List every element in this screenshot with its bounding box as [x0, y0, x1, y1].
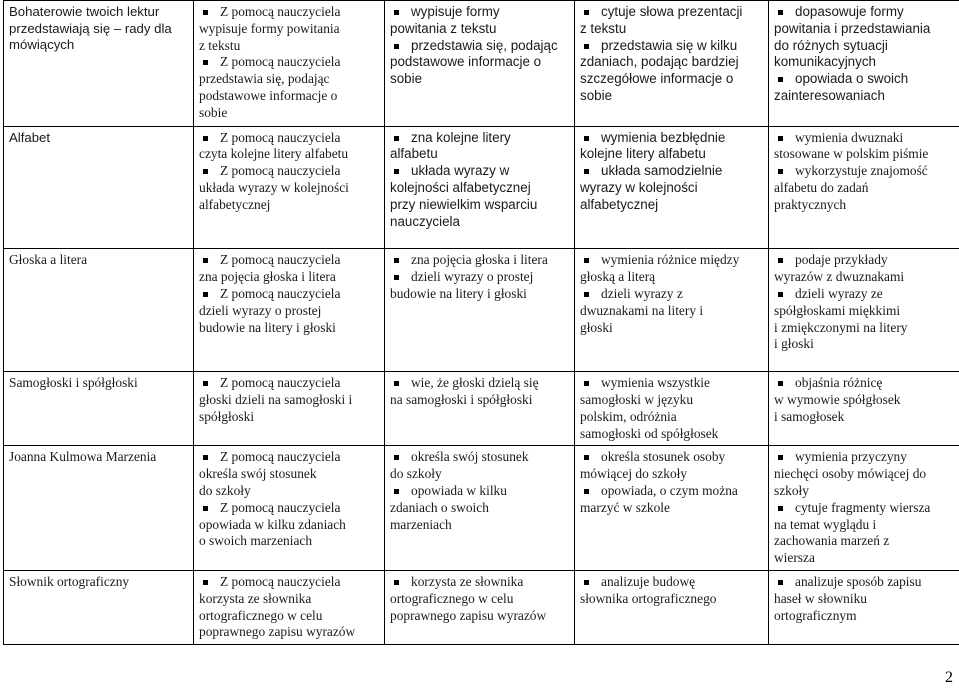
requirement-cell	[194, 570, 385, 644]
bullet-continuation: szkoły	[774, 482, 809, 498]
bullet-continuation: niechęci osoby mówiącej do	[774, 466, 927, 482]
bullet-item: Z pomocą nauczyciela	[199, 449, 379, 466]
bullet-continuation: powitania i przedstawiania	[774, 20, 931, 36]
bullet-item: Z pomocą nauczyciela	[199, 286, 379, 303]
bullet-continuation: mówiącej do szkoły	[580, 466, 688, 482]
bullet-continuation: poprawnego zapisu wyrazów	[199, 624, 356, 640]
bullet-continuation: kolejności alfabetycznej	[390, 179, 531, 195]
bullet-continuation: alfabetycznej	[580, 196, 659, 212]
requirement-cell	[575, 372, 769, 446]
bullet-continuation: zna pojęcia głoska i litera	[199, 269, 336, 285]
bullet-item: przedstawia się, podając	[390, 38, 569, 55]
bullet-item: zna pojęcia głoska i litera	[390, 252, 569, 269]
requirement-cell	[769, 1, 959, 127]
bullet-item: układa samodzielnie	[580, 163, 763, 180]
topic-cell: Alfabet	[4, 126, 194, 249]
bullet-continuation: głoską a literą	[580, 269, 656, 285]
bullet-item: wymienia dwuznaki	[774, 130, 959, 147]
bullet-continuation: powitania z tekstu	[390, 20, 497, 36]
bullet-item: dzieli wyrazy ze	[774, 286, 959, 303]
bullet-item: dzieli wyrazy o prostej	[390, 269, 569, 286]
bullet-continuation: dzieli wyrazy o prostej	[199, 302, 322, 318]
requirement-cell	[385, 249, 575, 372]
page-number: 2	[945, 669, 953, 686]
bullet-continuation: opowiada w kilku zdaniach	[199, 516, 346, 532]
bullet-item: wykorzystuje znajomość	[774, 163, 959, 180]
bullet-item: przedstawia się w kilku	[580, 38, 763, 55]
bullet-item: wymienia bezbłędnie	[580, 130, 763, 147]
bullet-continuation: przedstawia się, podając	[199, 71, 330, 87]
bullet-continuation: zainteresowaniach	[774, 87, 885, 103]
bullet-continuation: czyta kolejne litery alfabetu	[199, 146, 349, 162]
bullet-continuation: wyrazów z dwuznakami	[774, 269, 905, 285]
bullet-continuation: spółgłoski	[199, 408, 255, 424]
bullet-continuation: sobie	[390, 71, 423, 87]
bullet-continuation: układa wyrazy w kolejności	[199, 179, 349, 195]
bullet-continuation: o swoich marzeniach	[199, 533, 313, 549]
bullet-continuation: alfabetycznej	[199, 196, 271, 212]
bullet-continuation: i samogłosek	[774, 408, 845, 424]
requirement-cell	[385, 1, 575, 127]
bullet-continuation: alfabetu	[390, 146, 438, 162]
bullet-continuation: praktycznych	[774, 196, 847, 212]
bullet-item: zna kolejne litery	[390, 130, 569, 147]
bullet-continuation: zdaniach o swoich	[390, 499, 489, 515]
topic-cell: Słownik ortograficzny	[4, 570, 194, 644]
bullet-continuation: zachowania marzeń z	[774, 533, 890, 549]
bullet-continuation: słownika ortograficznego	[580, 590, 717, 606]
bullet-item: określa swój stosunek	[390, 449, 569, 466]
bullet-item: Z pomocą nauczyciela	[199, 375, 379, 392]
bullet-continuation: z tekstu	[199, 37, 241, 53]
bullet-continuation: określa swój stosunek	[199, 466, 317, 482]
bullet-continuation: i głoski	[774, 336, 814, 352]
bullet-item: określa stosunek osoby	[580, 449, 763, 466]
bullet-continuation: na temat wyglądu i	[774, 516, 877, 532]
requirement-cell	[769, 570, 959, 644]
bullet-item: Z pomocą nauczyciela	[199, 4, 379, 21]
bullet-item: Z pomocą nauczyciela	[199, 130, 379, 147]
table-row	[4, 372, 959, 446]
bullet-item: analizuje budowę	[580, 574, 763, 591]
bullet-item: opowiada o swoich	[774, 71, 959, 88]
bullet-continuation: spółgłoskami miękkimi	[774, 302, 901, 318]
bullet-item: objaśnia różnicę	[774, 375, 959, 392]
bullet-continuation: ortograficznym	[774, 607, 857, 623]
bullet-item: Z pomocą nauczyciela	[199, 54, 379, 71]
bullet-item: dopasowuje formy	[774, 4, 959, 21]
bullet-continuation: wiersza	[774, 550, 815, 566]
bullet-continuation: zdaniach, podając bardziej	[580, 54, 739, 70]
requirement-cell	[769, 372, 959, 446]
requirement-cell	[575, 126, 769, 249]
bullet-item: Z pomocą nauczyciela	[199, 252, 379, 269]
bullet-item: Z pomocą nauczyciela	[199, 163, 379, 180]
requirement-cell	[194, 249, 385, 372]
bullet-continuation: nauczyciela	[390, 213, 460, 229]
bullet-item: opowiada, o czym można	[580, 483, 763, 500]
requirement-cell	[385, 126, 575, 249]
requirement-cell	[769, 446, 959, 571]
bullet-item: Z pomocą nauczyciela	[199, 574, 379, 591]
requirement-cell	[769, 126, 959, 249]
requirement-cell	[194, 446, 385, 571]
topic-cell: Głoska a litera	[4, 249, 194, 372]
requirement-cell	[194, 126, 385, 249]
bullet-continuation: sobie	[580, 87, 613, 103]
bullet-item: podaje przykłady	[774, 252, 959, 269]
bullet-item: wymienia różnice między	[580, 252, 763, 269]
requirements-table	[3, 0, 959, 645]
bullet-item: opowiada w kilku	[390, 483, 569, 500]
bullet-item: korzysta ze słownika	[390, 574, 569, 591]
requirement-cell	[194, 1, 385, 127]
bullet-continuation: szczegółowe informacje o	[580, 71, 734, 87]
requirement-cell	[385, 372, 575, 446]
requirement-cell	[575, 446, 769, 571]
bullet-continuation: polskim, odróżnia	[580, 408, 677, 424]
bullet-item: wymienia wszystkie	[580, 375, 763, 392]
table-row	[4, 249, 959, 372]
requirement-cell	[575, 249, 769, 372]
requirement-cell	[194, 372, 385, 446]
requirement-cell	[575, 1, 769, 127]
bullet-continuation: głoski	[580, 319, 613, 335]
bullet-continuation: przy niewielkim wsparciu	[390, 196, 538, 212]
table-row	[4, 1, 959, 127]
bullet-continuation: z tekstu	[580, 20, 627, 36]
bullet-continuation: podstawowe informacje o	[199, 87, 338, 103]
bullet-continuation: kolejne litery alfabetu	[580, 146, 706, 162]
bullet-item: układa wyrazy w	[390, 163, 569, 180]
bullet-continuation: korzysta ze słownika	[199, 590, 312, 606]
bullet-continuation: budowie na litery i głoski	[390, 285, 527, 301]
bullet-continuation: haseł w słowniku	[774, 590, 867, 606]
bullet-continuation: ortograficznego w celu	[390, 590, 514, 606]
bullet-continuation: sobie	[199, 104, 228, 120]
bullet-item: wypisuje formy	[390, 4, 569, 21]
table-row	[4, 570, 959, 644]
table-row	[4, 446, 959, 571]
bullet-continuation: wypisuje formy powitania	[199, 20, 340, 36]
bullet-item: dzieli wyrazy z	[580, 286, 763, 303]
bullet-continuation: w wymowie spółgłosek	[774, 391, 901, 407]
bullet-continuation: i zmiękczonymi na litery	[774, 319, 908, 335]
bullet-continuation: wyrazy w kolejności	[580, 179, 698, 195]
topic-cell: Samogłoski i spółgłoski	[4, 372, 194, 446]
requirement-cell	[575, 570, 769, 644]
bullet-item: analizuje sposób zapisu	[774, 574, 959, 591]
bullet-continuation: poprawnego zapisu wyrazów	[390, 607, 547, 623]
bullet-continuation: alfabetu do zadań	[774, 179, 869, 195]
bullet-continuation: budowie na litery i głoski	[199, 319, 336, 335]
requirement-cell	[769, 249, 959, 372]
bullet-continuation: na samogłoski i spółgłoski	[390, 391, 533, 407]
table-row	[4, 126, 959, 249]
bullet-continuation: głoski dzieli na samogłoski i	[199, 391, 353, 407]
bullet-continuation: samogłoski w języku	[580, 391, 694, 407]
topic-cell: Bohaterowie twoich lektur przedstawiają się – rady dla mówiących	[4, 1, 194, 127]
requirement-cell	[385, 446, 575, 571]
bullet-continuation: komunikacyjnych	[774, 54, 876, 70]
bullet-item: cytuje fragmenty wiersza	[774, 500, 959, 517]
bullet-continuation: marzeniach	[390, 516, 452, 532]
bullet-continuation: ortograficznego w celu	[199, 607, 323, 623]
bullet-continuation: marzyć w szkole	[580, 499, 670, 515]
requirement-cell	[385, 570, 575, 644]
bullet-item: wie, że głoski dzielą się	[390, 375, 569, 392]
topic-cell: Joanna Kulmowa Marzenia	[4, 446, 194, 571]
bullet-continuation: do szkoły	[199, 482, 251, 498]
bullet-continuation: do różnych sytuacji	[774, 37, 888, 53]
bullet-item: Z pomocą nauczyciela	[199, 500, 379, 517]
bullet-continuation: podstawowe informacje o	[390, 54, 542, 70]
bullet-continuation: samogłoski od spółgłosek	[580, 425, 719, 441]
bullet-continuation: do szkoły	[390, 466, 442, 482]
bullet-continuation: dwuznakami na litery i	[580, 302, 704, 318]
bullet-continuation: stosowane w polskim piśmie	[774, 146, 929, 162]
bullet-item: cytuje słowa prezentacji	[580, 4, 763, 21]
bullet-item: wymienia przyczyny	[774, 449, 959, 466]
